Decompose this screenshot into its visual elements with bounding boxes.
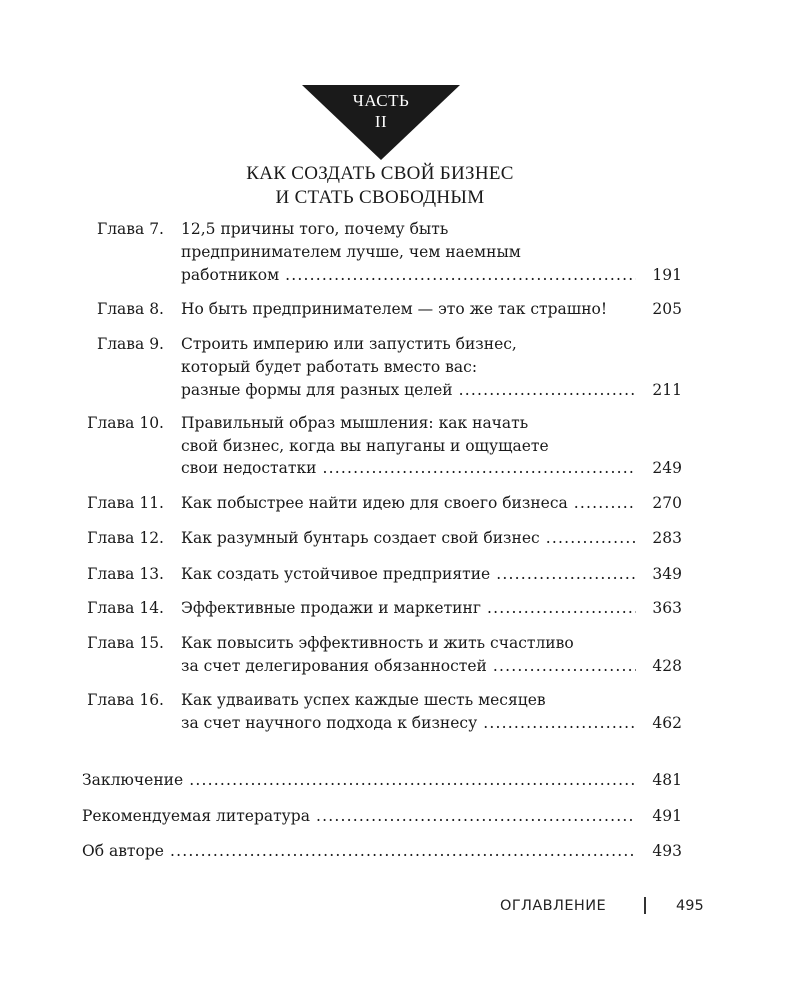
chapter-title-last-line: за счет делегирования обязанностей [181, 657, 487, 675]
dot-leader [316, 805, 636, 827]
page-number: 270 [652, 494, 682, 512]
chapter-title-last-line: Как создать устойчивое предприятие [181, 565, 491, 583]
chapter-title-line: Как повысить эффективность и жить счастливо [181, 634, 574, 652]
chapter-label: Глава 10. [87, 414, 164, 432]
page-number: 211 [652, 381, 682, 399]
chapter-title-last-line: работником [181, 266, 280, 284]
chapter-label: Глава 13. [87, 565, 164, 583]
chapter-title-line: который будет работать вместо вас: [181, 358, 478, 376]
part-word: ЧАСТЬ [352, 91, 410, 110]
dot-leader [170, 840, 636, 862]
toc-entry-row[interactable] [82, 805, 636, 827]
chapter-title-line: предпринимателем лучше, чем наемным [181, 243, 521, 261]
chapter-label: Глава 9. [96, 335, 164, 353]
dot-leader [487, 597, 636, 619]
chapter-title-last-line: Эффективные продажи и маркетинг [181, 599, 481, 617]
dot-leader [322, 457, 636, 479]
dot-leader [496, 563, 636, 585]
dot-leader [189, 769, 636, 791]
page-number: 462 [652, 714, 682, 732]
chapter-title-last-line: Как разумный бунтарь создает свой бизнес [181, 529, 540, 547]
part-badge [302, 85, 460, 160]
chapter-title-line: Как удваивать успех каждые шесть месяцев [181, 691, 546, 709]
toc-entry-row[interactable] [181, 655, 636, 677]
dot-leader [574, 492, 636, 514]
chapter-title-line: Правильный образ мышления: как начать [181, 414, 529, 432]
page-number: 283 [652, 529, 682, 547]
back-matter-title: Об авторе [82, 842, 164, 860]
chapter-title-last-line: свои недостатки [181, 459, 317, 477]
chapter-label: Глава 8. [96, 300, 164, 318]
toc-entry-row[interactable] [181, 712, 636, 734]
toc-entry-row[interactable] [181, 597, 636, 619]
section-title-line-1: КАК СОЗДАТЬ СВОЙ БИЗНЕС [246, 163, 514, 184]
running-footer-section: ОГЛАВЛЕНИЕ [500, 898, 607, 914]
chapter-label: Глава 7. [96, 220, 164, 238]
toc-entry-row[interactable] [181, 264, 636, 286]
toc-entry-row[interactable] [181, 492, 636, 514]
chapter-title-last-line: Как побыстрее найти идею для своего бизнеса [181, 494, 568, 512]
page-number: 349 [652, 565, 682, 583]
page-number: 249 [652, 459, 682, 477]
page-number: 363 [652, 599, 682, 617]
toc-entry-row[interactable] [181, 563, 636, 585]
page-number: 191 [652, 266, 682, 284]
toc-entry-row[interactable] [181, 457, 636, 479]
section-title-line-2: И СТАТЬ СВОБОДНЫМ [275, 187, 485, 208]
chapter-label: Глава 12. [87, 529, 164, 547]
chapter-title-last-line: за счет научного подхода к бизнесу [181, 714, 478, 732]
chapter-title-line: 12,5 причины того, почему быть [181, 220, 449, 238]
chapter-title-line: Строить империю или запустить бизнес, [181, 335, 517, 353]
page-number: 428 [652, 657, 682, 675]
back-matter-title: Рекомендуемая литература [82, 807, 310, 825]
page-number: 205 [652, 300, 682, 318]
chapter-label: Глава 15. [87, 634, 164, 652]
chapter-title-last-line[interactable]: Но быть предпринимателем — это же так страшно! [181, 300, 608, 318]
chapter-title-line: свой бизнес, когда вы напуганы и ощущаете [181, 437, 549, 455]
toc-entry-row[interactable] [82, 769, 636, 791]
dot-leader [483, 712, 636, 734]
chapter-label: Глава 16. [87, 691, 164, 709]
page-number: 493 [652, 842, 682, 860]
chapter-title-last-line: разные формы для разных целей [181, 381, 453, 399]
back-matter-title: Заключение [82, 771, 184, 789]
running-footer-page-number: 495 [676, 898, 704, 914]
toc-entry-row[interactable] [82, 840, 636, 862]
footer-divider [644, 897, 646, 914]
toc-entry-row[interactable] [181, 379, 636, 401]
toc-entry-row[interactable] [181, 527, 636, 549]
dot-leader [493, 655, 636, 677]
dot-leader [546, 527, 636, 549]
chapter-label: Глава 14. [87, 599, 164, 617]
page-number: 481 [652, 771, 682, 789]
dot-leader [285, 264, 636, 286]
chapter-label: Глава 11. [87, 494, 164, 512]
page-number: 491 [652, 807, 682, 825]
part-number: II [374, 112, 388, 131]
dot-leader [459, 379, 636, 401]
